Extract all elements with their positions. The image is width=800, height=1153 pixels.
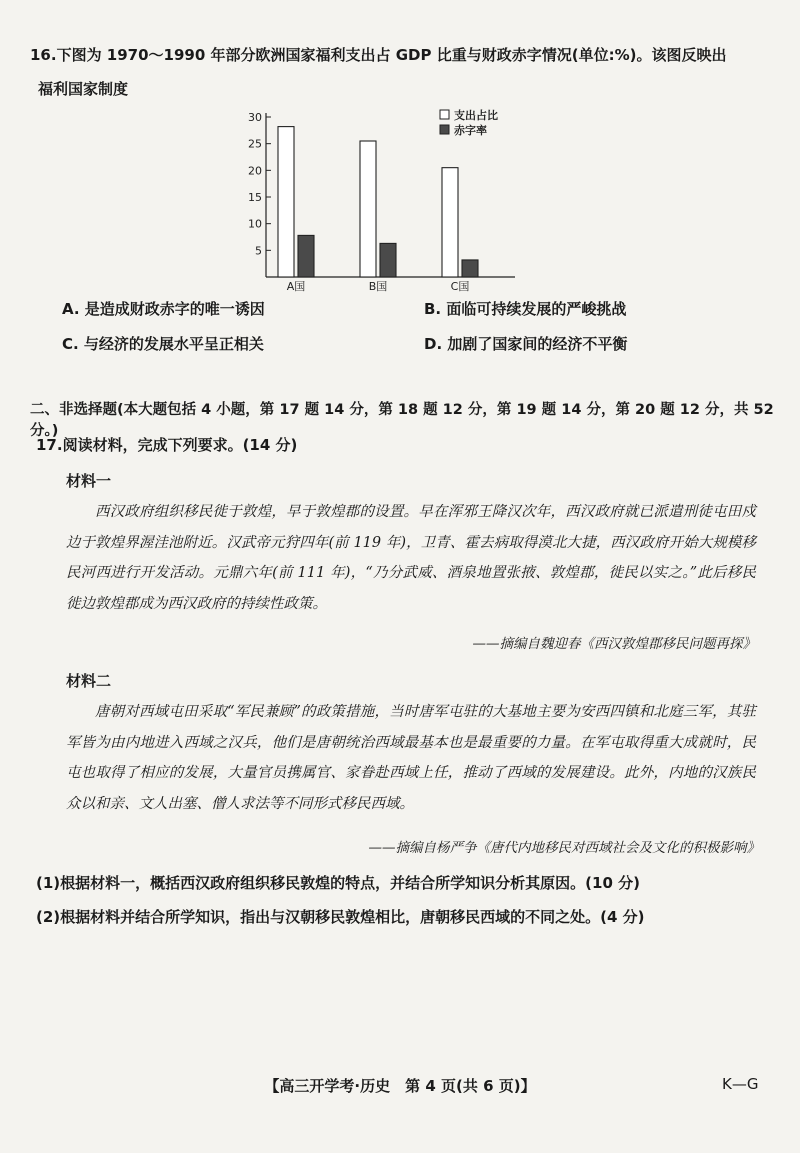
y-tick-label: 30: [248, 111, 262, 124]
material-1-text: 西汉政府组织移民徙于敦煌，早于敦煌郡的设置。早在浑邪王降汉次年，西汉政府就已派遣刑徒屯田戍边于敦煌界渥洼池附近。汉武帝元狩四年(前 119 年)，卫青、霍去病取得漠北大捷，西汉政府开始大规模移民河西进行开发活动。元鼎六年(前 111 年)，“乃分武威、酒泉地置张掖、敦煌郡，徙民以实之。”此后移民徙边敦煌郡成为西汉政府的持续性政策。: [66, 504, 756, 612]
bar-spending-1: [278, 127, 294, 277]
legend-label-2: 赤字率: [454, 124, 487, 137]
material-1-heading: 材料一: [66, 472, 112, 490]
option-c: C. 与经济的发展水平呈正相关: [62, 335, 264, 353]
option-a: A. 是造成财政赤字的唯一诱因: [62, 300, 265, 318]
material-2-text: 唐朝对西域屯田采取“军民兼顾”的政策措施，当时唐军屯驻的大基地主要为安西四镇和北庭三军，其驻军皆为由内地进入西域之汉兵，他们是唐朝统治西域最基本也是最重要的力量。在军屯取得重大成就时，民屯也取得了相应的发展，大量官员携属官、家眷赴西域上任，推动了西域的发展建设。此外，内地的汉族民众以和亲、文人出塞、僧人求法等不同形式移民西域。: [66, 704, 756, 812]
welfare-deficit-bar-chart: [240, 100, 540, 300]
question-17-title: 17.阅读材料，完成下列要求。(14 分): [36, 436, 298, 454]
section-2-heading: 二、非选择题(本大题包括 4 小题，第 17 题 14 分，第 18 题 12 分，第 19 题 14 分，第 20 题 12 分，共 52 分。): [30, 402, 774, 439]
question-17-sub-2: (2)根据材料并结合所学知识，指出与汉朝移民敦煌相比，唐朝移民西域的不同之处。(4 分): [36, 908, 645, 926]
question-17-sub-1: (1)根据材料一，概括西汉政府组织移民敦煌的特点，并结合所学知识分析其原因。(10 分): [36, 874, 640, 892]
question-16-line2: 福利国家制度: [38, 80, 129, 98]
bar-spending-3: [442, 168, 458, 277]
y-tick-label: 25: [248, 137, 262, 151]
question-16-stem: [30, 38, 770, 106]
material-2-source: ——摘编自杨严争《唐代内地移民对西域社会及文化的积极影响》: [368, 840, 760, 856]
bar-spending-2: [360, 141, 376, 277]
material-1-source: ——摘编自魏迎春《西汉敦煌郡移民问题再探》: [472, 636, 756, 652]
question-16-line1: 16.下图为 1970～1990 年部分欧洲国家福利支出占 GDP 比重与财政赤字情况(单位:%)。该图反映出: [30, 46, 727, 64]
y-tick-label: 5: [255, 244, 262, 258]
y-tick-label: 10: [248, 217, 262, 231]
material-2-heading: 材料二: [66, 672, 112, 690]
y-tick-label: 15: [248, 191, 262, 204]
bar-deficit-3: [462, 260, 478, 277]
option-b: B. 面临可持续发展的严峻挑战: [424, 300, 627, 318]
x-category-label: C国: [450, 280, 470, 293]
option-d: D. 加剧了国家间的经济不平衡: [424, 335, 628, 353]
legend-swatch-1: [440, 110, 449, 119]
paper-code: K—G: [722, 1075, 759, 1093]
bar-deficit-1: [298, 235, 314, 277]
y-tick-label: 20: [248, 164, 262, 178]
x-category-label: A国: [286, 280, 306, 293]
legend-label-1: 支出占比: [454, 109, 498, 122]
legend-swatch-2: [440, 125, 449, 134]
page-footer: 【高三开学考·历史 第 4 页(共 6 页)】: [264, 1077, 536, 1095]
x-category-label: B国: [368, 280, 388, 293]
bar-deficit-2: [380, 243, 396, 277]
